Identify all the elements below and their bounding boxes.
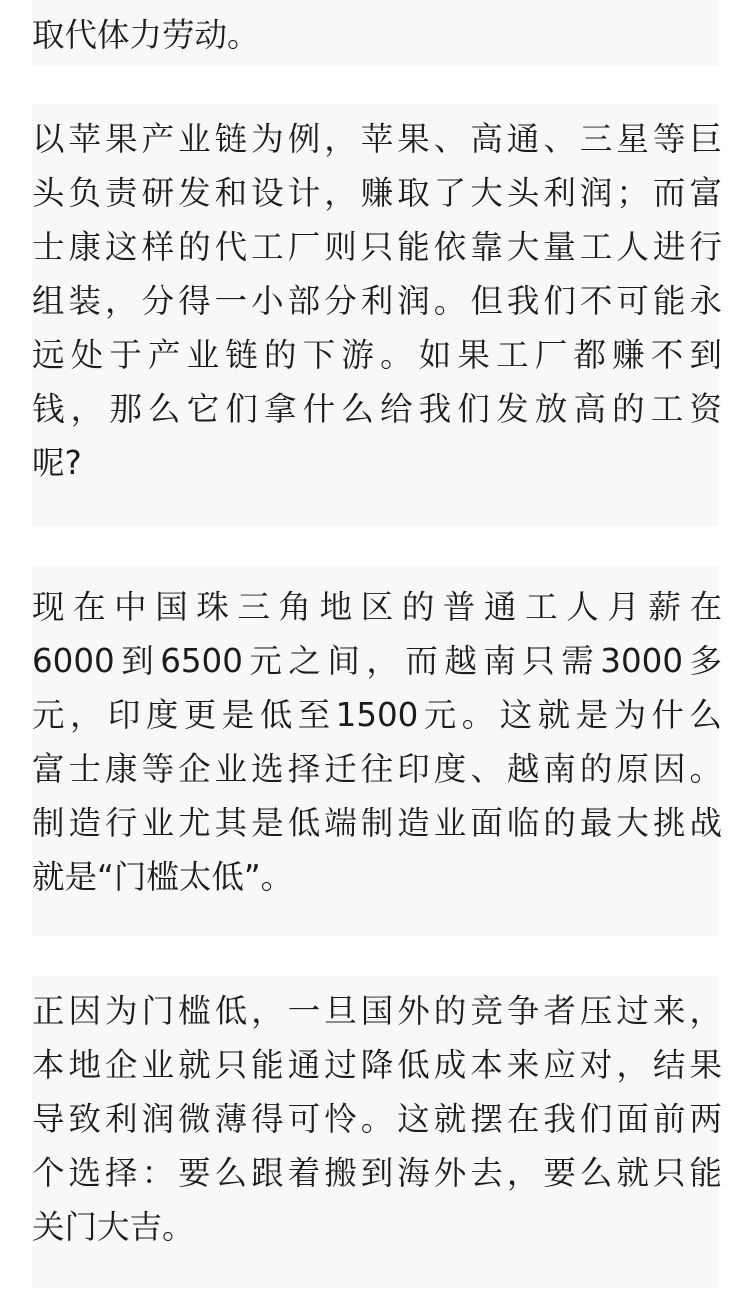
text-line: 关门大吉。 [32, 1208, 195, 1246]
text-line: 个选择：要么跟着搬到海外去，要么就只能 [32, 1154, 722, 1192]
paragraph [32, 984, 722, 1254]
text-line: 士康这样的代工厂则只能依靠大量工人进行 [32, 228, 722, 266]
text-line: 6000到6500元之间，而越南只需3000多 [32, 642, 722, 680]
text-line: 元，印度更是低至1500元。这就是为什么 [32, 696, 722, 734]
text-line: 现在中国珠三角地区的普通工人月薪在 [32, 588, 722, 626]
text-line: 导致利润微薄得可怜。这就摆在我们面前两 [32, 1100, 722, 1138]
paragraph [32, 8, 722, 62]
text-line: 以苹果产业链为例，苹果、高通、三星等巨 [32, 120, 722, 158]
text-line: 取代体力劳动。 [32, 16, 260, 54]
text-line: 组装，分得一小部分利润。但我们不可能永 [32, 282, 722, 320]
text-line: 呢? [32, 444, 82, 482]
text-line: 富士康等企业选择迁往印度、越南的原因。 [32, 750, 722, 788]
paragraph [32, 580, 722, 904]
text-line: 就是“门槛太低”。 [32, 858, 294, 896]
text-line: 头负责研发和设计，赚取了大头利润；而富 [32, 174, 722, 212]
text-line: 制造行业尤其是低端制造业面临的最大挑战 [32, 804, 722, 842]
text-line: 正因为门槛低，一旦国外的竞争者压过来， [32, 992, 722, 1030]
paragraph [32, 112, 722, 490]
text-line: 本地企业就只能通过降低成本来应对，结果 [32, 1046, 722, 1084]
text-line: 钱，那么它们拿什么给我们发放高的工资 [32, 390, 722, 428]
text-line: 远处于产业链的下游。如果工厂都赚不到 [32, 336, 722, 374]
